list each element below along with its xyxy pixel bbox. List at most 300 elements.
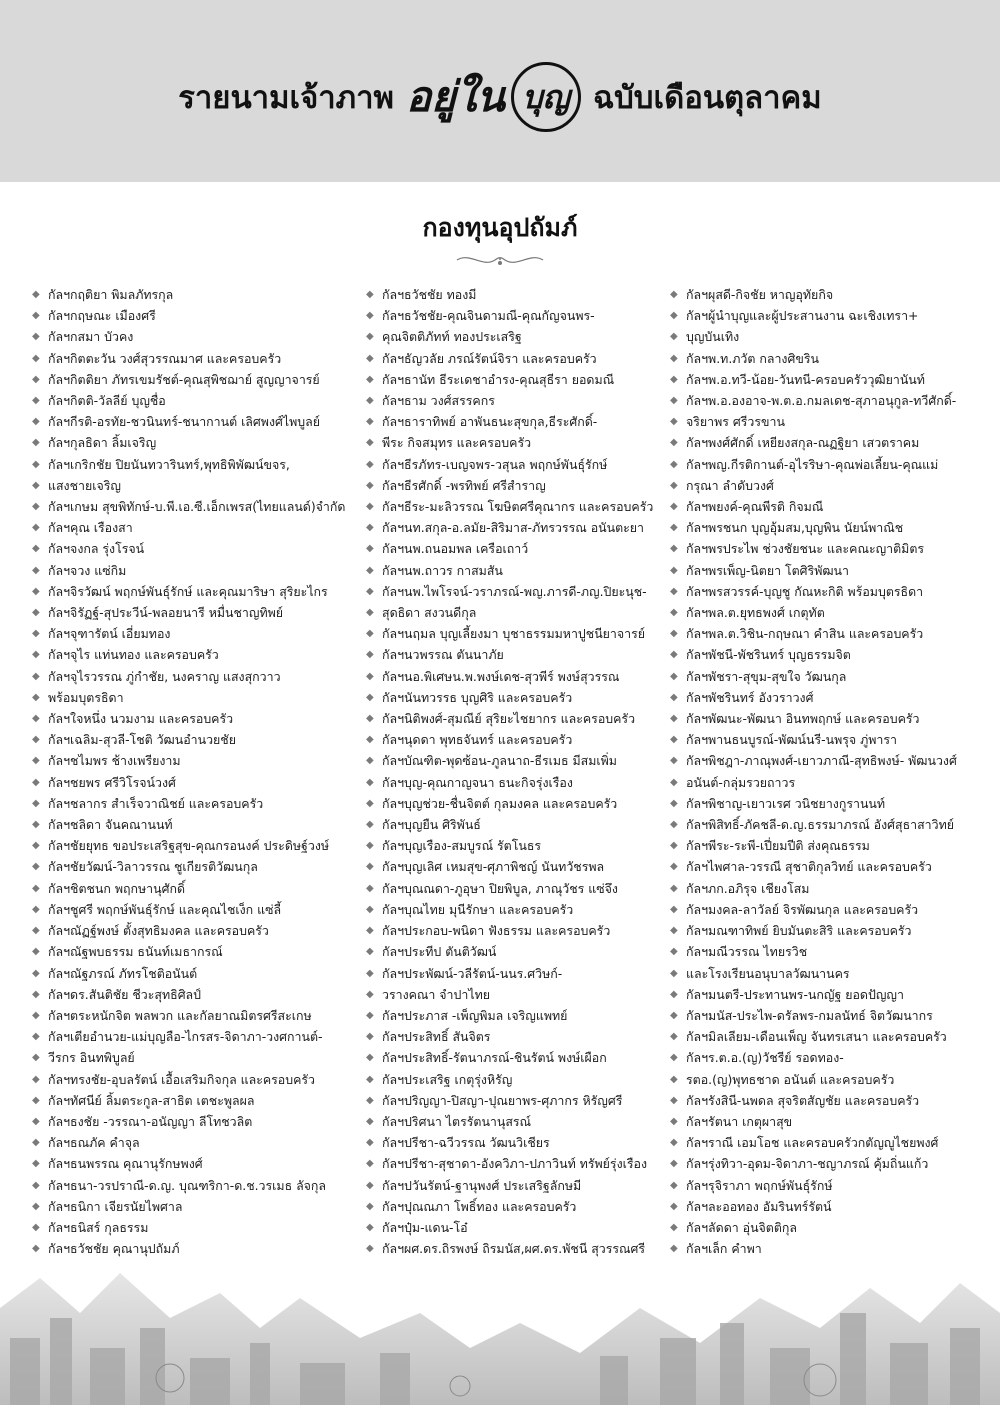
donor-entry bbox=[30, 517, 355, 538]
donor-entry bbox=[30, 814, 355, 835]
donor-entry bbox=[668, 1153, 978, 1174]
diamond-bullet-icon: ◆ bbox=[366, 628, 374, 640]
donor-entry bbox=[30, 1153, 355, 1174]
donor-entry bbox=[364, 284, 674, 305]
diamond-bullet-icon: ◆ bbox=[32, 352, 40, 364]
donor-entry bbox=[364, 348, 674, 369]
donor-entry bbox=[668, 708, 978, 729]
donor-name: กัลฯประสิทธิ์ สันจิตร bbox=[382, 1029, 491, 1045]
diamond-bullet-icon: ◆ bbox=[366, 1052, 374, 1064]
diamond-bullet-icon: ◆ bbox=[670, 1073, 678, 1085]
donor-entry bbox=[364, 814, 674, 835]
diamond-bullet-icon: ◆ bbox=[32, 713, 40, 725]
donor-name: กัลฯปรีชา-ฉวีวรรณ วัฒนวิเชียร bbox=[382, 1135, 550, 1151]
donor-name: กัลฯพงศ์ศักดิ์ เหยียงสกุล-ณฏฐิยา เสวตราคม bbox=[686, 435, 920, 451]
donor-entry bbox=[364, 1175, 674, 1196]
donor-name: กัลฯประทีป ตันติวัฒน์ bbox=[382, 944, 497, 960]
donor-entry bbox=[668, 1026, 978, 1047]
donor-entry bbox=[668, 1238, 978, 1259]
donor-entry bbox=[668, 369, 978, 390]
diamond-bullet-icon: ◆ bbox=[366, 861, 374, 873]
donor-entry bbox=[364, 708, 674, 729]
donor-name: กัลฯณัฐพบธรรม ธนันท์เมธากรณ์ bbox=[48, 944, 223, 960]
diamond-bullet-icon: ◆ bbox=[32, 967, 40, 979]
logo-circle-mark bbox=[511, 62, 581, 132]
diamond-bullet-icon: ◆ bbox=[32, 458, 40, 470]
diamond-bullet-icon: ◆ bbox=[366, 1200, 374, 1212]
diamond-bullet-icon: ◆ bbox=[366, 437, 374, 449]
donor-entry bbox=[364, 878, 674, 899]
diamond-bullet-icon: ◆ bbox=[670, 967, 678, 979]
diamond-bullet-icon: ◆ bbox=[366, 649, 374, 661]
donor-name: กัลฯปรีชา-สุชาดา-อังควิภา-ปภาวินท์ ทรัพย์รุ่งเรือง bbox=[382, 1156, 648, 1172]
donor-entry bbox=[364, 454, 674, 475]
donor-entry bbox=[30, 856, 355, 877]
diamond-bullet-icon: ◆ bbox=[366, 819, 374, 831]
donor-entry bbox=[30, 963, 355, 984]
donor-name: กัลฯมิลเลียม-เดือนเพ็ญ จันทรเสนา และครอบครัว bbox=[686, 1029, 947, 1045]
diamond-bullet-icon: ◆ bbox=[366, 501, 374, 513]
diamond-bullet-icon: ◆ bbox=[366, 903, 374, 915]
donor-entry bbox=[668, 941, 978, 962]
donor-entry bbox=[668, 454, 978, 475]
diamond-bullet-icon: ◆ bbox=[670, 479, 678, 491]
diamond-bullet-icon: ◆ bbox=[32, 903, 40, 915]
donor-entry bbox=[30, 941, 355, 962]
diamond-bullet-icon: ◆ bbox=[32, 437, 40, 449]
donor-entry bbox=[30, 920, 355, 941]
diamond-bullet-icon: ◆ bbox=[670, 395, 678, 407]
diamond-bullet-icon: ◆ bbox=[670, 691, 678, 703]
donor-name: กัลฯมณีวรรณ ไทยรวิช bbox=[686, 944, 808, 960]
diamond-bullet-icon: ◆ bbox=[366, 713, 374, 725]
donor-entry bbox=[668, 1047, 978, 1068]
donor-entry bbox=[364, 369, 674, 390]
diamond-bullet-icon: ◆ bbox=[32, 670, 40, 682]
donor-entry bbox=[364, 1005, 674, 1026]
donor-name: กัลฯธนิกา เจียรนัยไพศาล bbox=[48, 1198, 183, 1214]
donor-entry bbox=[30, 538, 355, 559]
diamond-bullet-icon: ◆ bbox=[366, 925, 374, 937]
donor-name: กัลฯชิตชนก พฤกษานุศักดิ์ bbox=[48, 880, 186, 896]
diamond-bullet-icon: ◆ bbox=[366, 585, 374, 597]
diamond-bullet-icon: ◆ bbox=[32, 734, 40, 746]
donor-entry bbox=[668, 1196, 978, 1217]
donor-entry bbox=[30, 560, 355, 581]
donor-entry bbox=[364, 411, 674, 432]
donor-name: กัลฯบุญเรือง-สมบูรณ์ รัตโนธร bbox=[382, 838, 542, 854]
donor-entry bbox=[30, 729, 355, 750]
donor-name: กัลฯดร.สันติชัย ชีวะสุทธิศิลป์ bbox=[48, 986, 202, 1002]
donor-name: คุณจิตติภัทท์ ทองประเสริฐ bbox=[382, 329, 522, 345]
diamond-bullet-icon: ◆ bbox=[32, 1031, 40, 1043]
donor-name: กัลฯผศ.ดร.ถิรพงษ์ ถิรมนัส,ผศ.ดร.พัชนี สุวรรณศรี bbox=[382, 1241, 646, 1257]
donor-name: กัลฯธีรศักดิ์ -พรทิพย์ ศรีสำราญ bbox=[382, 477, 546, 493]
donor-entry bbox=[30, 793, 355, 814]
donor-entry bbox=[668, 920, 978, 941]
donor-entry bbox=[364, 581, 674, 602]
donor-name: กัลฯปวันรัตน์-ฐานุพงศ์ ประเสริฐลักษมี bbox=[382, 1177, 582, 1193]
donor-entry bbox=[668, 984, 978, 1005]
diamond-bullet-icon: ◆ bbox=[32, 543, 40, 555]
donor-name: กัลฯประภาส -เพ็ญพิมล เจริญแพทย์ bbox=[382, 1007, 568, 1023]
diamond-bullet-icon: ◆ bbox=[32, 1073, 40, 1085]
donor-entry bbox=[30, 644, 355, 665]
donor-name: กัลฯพัชรินทร์ อังวราวงศ์ bbox=[686, 689, 814, 705]
donor-entry bbox=[668, 305, 978, 326]
donor-entry bbox=[30, 1090, 355, 1111]
donor-entry bbox=[364, 1217, 674, 1238]
donor-entry bbox=[668, 899, 978, 920]
diamond-bullet-icon: ◆ bbox=[366, 373, 374, 385]
diamond-bullet-icon: ◆ bbox=[366, 1243, 374, 1255]
diamond-bullet-icon: ◆ bbox=[366, 734, 374, 746]
diamond-bullet-icon: ◆ bbox=[670, 1221, 678, 1233]
donor-entry bbox=[668, 602, 978, 623]
donor-name: กัลฯนวพรรณ ตันนาภัย bbox=[382, 647, 504, 663]
donor-name: กัลฯชูศรี พฤกษ์พันธุ์รักษ์ และคุณไชเง็ก แซ่ลี้ bbox=[48, 901, 282, 917]
donor-entry bbox=[364, 623, 674, 644]
donor-name: กัลฯธาม วงศ์สรรคกร bbox=[382, 393, 495, 409]
donor-entry bbox=[30, 496, 355, 517]
donor-name: กัลฯกิตติ-วัลลีย์ บุญชื่อ bbox=[48, 393, 166, 409]
donor-entry bbox=[30, 581, 355, 602]
header-banner bbox=[0, 0, 1000, 182]
diamond-bullet-icon: ◆ bbox=[670, 1158, 678, 1170]
donor-name: กัลฯบุณณดา-ภูอุษา ปิยพิบูล, ภาณุวัชร แซ่จึง bbox=[382, 880, 618, 896]
donor-entry bbox=[668, 1175, 978, 1196]
diamond-bullet-icon: ◆ bbox=[670, 522, 678, 534]
diamond-bullet-icon: ◆ bbox=[670, 373, 678, 385]
donor-entry bbox=[364, 666, 674, 687]
diamond-bullet-icon: ◆ bbox=[32, 988, 40, 1000]
donor-entry bbox=[364, 772, 674, 793]
donor-name: กัลฯชยพร ศรีวิโรจน์วงศ์ bbox=[48, 774, 176, 790]
donor-name: กัลฯธาราทิพย์ อาพันธนะสุขกุล,ธีระศักดิ์- bbox=[382, 414, 598, 430]
donor-name: กัลฯรุ่งทิวา-อุดม-จิดาภา-ชญาภรณ์ คุ้มถิ่นแก้ว bbox=[686, 1156, 929, 1172]
diamond-bullet-icon: ◆ bbox=[32, 310, 40, 322]
donor-entry bbox=[668, 878, 978, 899]
donor-entry bbox=[668, 496, 978, 517]
donor-name: กัลฯกุลธิดา ลิ้มเจริญ bbox=[48, 435, 157, 451]
donor-entry bbox=[364, 920, 674, 941]
donor-entry bbox=[668, 348, 978, 369]
donor-entry bbox=[364, 856, 674, 877]
donor-name: กัลฯนฤมล บุญเลี้ยงมา บุชาธรรมมหาปูชนียาจารย์ bbox=[382, 626, 646, 642]
donor-name: กัลฯทรงชัย-อุบลรัตน์ เอื้อเสริมกิจกุล และครอบครัว bbox=[48, 1071, 315, 1087]
header-title-right: ฉบับเดือนตุลาคม bbox=[593, 80, 822, 116]
donor-name: กัลฯพัชนี-พัชรินทร์ บุญธรรมจิต bbox=[686, 647, 851, 663]
donor-name: กัลฯธีระ-มะลิวรรณ โฆษิตศรีคุณากร และครอบครัว bbox=[382, 499, 654, 515]
diamond-bullet-icon: ◆ bbox=[670, 585, 678, 597]
donor-entry bbox=[30, 432, 355, 453]
donor-name: กัลฯจุไร แท่นทอง และครอบครัว bbox=[48, 647, 219, 663]
donor-name: กัลฯร.ต.อ.(ญ)วัชรีย์ รอดทอง- bbox=[686, 1050, 844, 1066]
donor-name: กัลฯกีรติ-อรทัย-ชวนินทร์-ชนากานต์ เลิศพงศ์ไพบูลย์ bbox=[48, 414, 320, 430]
donor-name: รตอ.(ญ)พุทธชาด อนันต์ และครอบครัว bbox=[686, 1071, 895, 1087]
diamond-bullet-icon: ◆ bbox=[670, 734, 678, 746]
donor-entry bbox=[668, 729, 978, 750]
diamond-bullet-icon: ◆ bbox=[670, 1200, 678, 1212]
diamond-bullet-icon: ◆ bbox=[32, 1221, 40, 1233]
diamond-bullet-icon: ◆ bbox=[366, 352, 374, 364]
diamond-bullet-icon: ◆ bbox=[670, 713, 678, 725]
donor-name: กัลฯธวัชชัย คุณานุปถัมภ์ bbox=[48, 1241, 180, 1257]
donor-name: กัลฯมนัส-ประไพ-ดรัลพร-กมลนัทธ์ จิตวัฒนากร bbox=[686, 1007, 933, 1023]
donor-name: กัลฯใจหนึ่ง นวมงาม และครอบครัว bbox=[48, 711, 234, 727]
donor-name: กัลฯพยงค์-คุณพีรติ กิจมณี bbox=[686, 499, 824, 515]
diamond-bullet-icon: ◆ bbox=[32, 1094, 40, 1106]
diamond-bullet-icon: ◆ bbox=[670, 882, 678, 894]
diamond-bullet-icon: ◆ bbox=[670, 543, 678, 555]
diamond-bullet-icon: ◆ bbox=[670, 310, 678, 322]
diamond-bullet-icon: ◆ bbox=[32, 585, 40, 597]
donor-name: กัลฯบัณฑิต-พุดซ้อน-ภูลนาถ-ธีรเมธ มีสมเพิ่ม bbox=[382, 753, 617, 769]
donor-name: กัลฯเฉลิม-สุวลี-โชติ วัฒนอำนวยชัย bbox=[48, 732, 236, 748]
diamond-bullet-icon: ◆ bbox=[670, 776, 678, 788]
diamond-bullet-icon: ◆ bbox=[366, 564, 374, 576]
diamond-bullet-icon: ◆ bbox=[670, 1031, 678, 1043]
donor-entry bbox=[30, 1238, 355, 1259]
diamond-bullet-icon: ◆ bbox=[366, 840, 374, 852]
donor-name: กัลฯพ.ท.ภวัต กลางศิขริน bbox=[686, 350, 819, 366]
donor-name: กัลฯรุจิราภา พฤกษ์พันธุ์รักษ์ bbox=[686, 1177, 833, 1193]
donor-entry bbox=[668, 1132, 978, 1153]
diamond-bullet-icon: ◆ bbox=[366, 607, 374, 619]
donor-name: กัลฯกิตติยา ภัทรเขมรัชต์-คุณสุพิชฌาย์ สูญญาจารย์ bbox=[48, 371, 320, 387]
donor-entry bbox=[364, 517, 674, 538]
donor-entry bbox=[364, 984, 674, 1005]
donor-name: กัลฯพรประไพ ช่วงชัยชนะ และคณะญาติมิตร bbox=[686, 541, 925, 557]
diamond-bullet-icon: ◆ bbox=[366, 1009, 374, 1021]
diamond-bullet-icon: ◆ bbox=[32, 1115, 40, 1127]
diamond-bullet-icon: ◆ bbox=[32, 649, 40, 661]
donor-entry bbox=[30, 1132, 355, 1153]
donor-name: กัลฯปริญญา-ปิสญา-ปุณยาพร-ศุภากร หิรัญศรี bbox=[382, 1092, 623, 1108]
diamond-bullet-icon: ◆ bbox=[670, 1052, 678, 1064]
donor-entry bbox=[668, 644, 978, 665]
donor-name: กัลฯชลากร สำเร็จวาณิชย์ และครอบครัว bbox=[48, 795, 264, 811]
donor-name: กัลฯปุ๋ม-แดน-โอ๋ bbox=[382, 1219, 468, 1235]
donor-entry bbox=[30, 454, 355, 475]
magazine-logo bbox=[406, 62, 581, 132]
donor-entry bbox=[668, 432, 978, 453]
crystal-city-decoration bbox=[0, 1268, 1000, 1405]
donor-entry bbox=[30, 1111, 355, 1132]
donor-name: กัลฯชัยวัฒน์-วิลาวรรณ ชูเกียรติวัฒนกุล bbox=[48, 859, 258, 875]
donor-name: กัลฯพรเพ็ญ-นิตยา โตศิริพัฒนา bbox=[686, 562, 849, 578]
donor-name: กัลฯธนิสร์ กุลธรรม bbox=[48, 1219, 149, 1235]
donor-entry bbox=[364, 899, 674, 920]
donor-name: พีระ กิจสมุทร และครอบครัว bbox=[382, 435, 532, 451]
donor-entry bbox=[668, 390, 978, 411]
donor-name: กัลฯกสมา บัวคง bbox=[48, 329, 134, 345]
diamond-bullet-icon: ◆ bbox=[366, 310, 374, 322]
donor-entry bbox=[668, 411, 978, 432]
donor-name: กัลฯพิสิทธิ์-ภัคชลี-ด.ญ.ธรรมาภรณ์ อังศ์สุธาสาวิทย์ bbox=[686, 817, 954, 833]
diamond-bullet-icon: ◆ bbox=[670, 628, 678, 640]
donor-entry bbox=[364, 963, 674, 984]
donor-name: กัลฯนพ.ถนอมพล เครือเถาว์ bbox=[382, 541, 529, 557]
donor-name: กรุณา ลำดับวงศ์ bbox=[686, 477, 774, 493]
diamond-bullet-icon: ◆ bbox=[366, 1115, 374, 1127]
donor-entry bbox=[668, 1005, 978, 1026]
donor-entry bbox=[364, 538, 674, 559]
donor-entry bbox=[30, 1026, 355, 1047]
logo-circle-text: บุญ bbox=[522, 77, 570, 116]
logo-text: อยู่ใน bbox=[405, 72, 506, 121]
diamond-bullet-icon: ◆ bbox=[366, 988, 374, 1000]
section-title: กองทุนอุปถัมภ์ bbox=[422, 213, 578, 242]
diamond-bullet-icon: ◆ bbox=[366, 755, 374, 767]
diamond-bullet-icon: ◆ bbox=[670, 925, 678, 937]
donor-name: กัลฯนุดดา พุทธจันทร์ และครอบครัว bbox=[382, 732, 573, 748]
diamond-bullet-icon: ◆ bbox=[32, 564, 40, 576]
donor-name: กัลฯพล.ต.ยุทธพงศ์ เกตุทัต bbox=[686, 605, 825, 621]
donor-name: กัลฯธณภัค คำจุล bbox=[48, 1135, 140, 1151]
donor-name: กัลฯพัฒนะ-พัฒนา อินทพฤกษ์ และครอบครัว bbox=[686, 711, 920, 727]
donor-entry bbox=[668, 835, 978, 856]
diamond-bullet-icon: ◆ bbox=[32, 331, 40, 343]
donor-name: จริยาพร ศรีวรขาน bbox=[686, 414, 785, 430]
diamond-bullet-icon: ◆ bbox=[670, 946, 678, 958]
donor-name: กัลฯพัชรา-สุขุม-สุขใจ วัฒนกุล bbox=[686, 668, 847, 684]
donor-entry bbox=[668, 284, 978, 305]
donor-name: กัลฯผู้นำบุญและผู้ประสานงาน ฉะเชิงเทรา+ bbox=[686, 308, 919, 324]
donor-entry bbox=[364, 750, 674, 771]
diamond-bullet-icon: ◆ bbox=[32, 1243, 40, 1255]
donor-name: กัลฯพญ.กีรติกานต์-อุไรริษา-คุณพ่อเลี้ยน-คุณแม่ bbox=[686, 456, 939, 472]
donor-entry bbox=[364, 1090, 674, 1111]
diamond-bullet-icon: ◆ bbox=[32, 501, 40, 513]
donor-name: กัลฯพล.ต.วิชิน-กฤษณา คำสิน และครอบครัว bbox=[686, 626, 924, 642]
diamond-bullet-icon: ◆ bbox=[32, 797, 40, 809]
diamond-bullet-icon: ◆ bbox=[366, 289, 374, 300]
diamond-bullet-icon: ◆ bbox=[670, 289, 678, 300]
donor-entry bbox=[30, 899, 355, 920]
diamond-bullet-icon: ◆ bbox=[366, 691, 374, 703]
diamond-bullet-icon: ◆ bbox=[32, 416, 40, 428]
donor-name: กัลฯกฤษณะ เมืองศรี bbox=[48, 308, 156, 324]
donor-entry bbox=[364, 1196, 674, 1217]
donor-entry bbox=[668, 750, 978, 771]
diamond-bullet-icon: ◆ bbox=[670, 607, 678, 619]
donor-name: กัลฯนันทวรรธ บุญศิริ และครอบครัว bbox=[382, 689, 573, 705]
diamond-bullet-icon: ◆ bbox=[32, 776, 40, 788]
donor-entry bbox=[30, 1005, 355, 1026]
diamond-bullet-icon: ◆ bbox=[366, 522, 374, 534]
donor-name: แสงชายเจริญ bbox=[48, 477, 121, 493]
donor-name: กัลฯจวง แซ่กิม bbox=[48, 562, 127, 578]
donor-entry bbox=[668, 814, 978, 835]
donor-name: กัลฯปริศนา ไตรรัตนานุสรณ์ bbox=[382, 1113, 532, 1129]
donor-entry bbox=[668, 687, 978, 708]
donor-entry bbox=[30, 687, 355, 708]
diamond-bullet-icon: ◆ bbox=[32, 1179, 40, 1191]
diamond-bullet-icon: ◆ bbox=[366, 776, 374, 788]
donor-name: กัลฯจุฑารัตน์ เอี่ยมทอง bbox=[48, 626, 171, 642]
donor-entry bbox=[30, 602, 355, 623]
donor-name: กัลฯพานธนบูรณ์-พัฒน์นรี-นพรุจ ภู่พารา bbox=[686, 732, 897, 748]
diamond-bullet-icon: ◆ bbox=[32, 1200, 40, 1212]
donor-name: กัลฯนพ.ไพโรจน์-วราภรณ์-พญ.ภารดี-ภญ.ปิยะนุช- bbox=[382, 583, 647, 599]
diamond-bullet-icon: ◆ bbox=[32, 373, 40, 385]
diamond-bullet-icon: ◆ bbox=[32, 925, 40, 937]
donor-name: กัลฯชลิดา จันคณานนท์ bbox=[48, 817, 173, 833]
donor-name: กัลฯประพัฒน์-วลีรัตน์-นนร.ศวิษก์- bbox=[382, 965, 563, 981]
diamond-bullet-icon: ◆ bbox=[670, 501, 678, 513]
donor-name: กัลฯพ.อ.องอาจ-พ.ต.อ.กมลเดช-สุภาอนุกูล-ทวีศักดิ์- bbox=[686, 393, 957, 409]
donor-name: กัลฯบุญช่วย-ชื่นจิตต์ กุลมงคล และครอบครัว bbox=[382, 795, 618, 811]
donor-name: กัลฯจิรวัฒน์ พฤกษ์พันธุ์รักษ์ และคุณมาริษา สุริยะไกร bbox=[48, 583, 328, 599]
diamond-bullet-icon: ◆ bbox=[366, 882, 374, 894]
donor-entry bbox=[364, 475, 674, 496]
diamond-bullet-icon: ◆ bbox=[32, 1158, 40, 1170]
diamond-bullet-icon: ◆ bbox=[670, 755, 678, 767]
donor-name: กัลฯพรสวรรค์-บุญชู กัณหะกิติ พร้อมบุตรธิดา bbox=[686, 583, 924, 599]
donor-entry bbox=[668, 793, 978, 814]
donor-entry bbox=[30, 326, 355, 347]
donor-name: สุดธิดา สงวนดีกุล bbox=[382, 605, 477, 621]
diamond-bullet-icon: ◆ bbox=[670, 437, 678, 449]
donor-entry bbox=[668, 666, 978, 687]
diamond-bullet-icon: ◆ bbox=[670, 352, 678, 364]
donor-name: และโรงเรียนอนุบาลวัฒนานคร bbox=[686, 965, 850, 981]
diamond-bullet-icon: ◆ bbox=[670, 564, 678, 576]
diamond-bullet-icon: ◆ bbox=[366, 416, 374, 428]
donor-name: กัลฯพ.อ.ทวี-น้อย-วันทนี-ครอบครัววุฒิยานันท์ bbox=[686, 371, 925, 387]
donor-name: กัลฯนท.สกุล-อ.ลมัย-สิริมาส-ภัทรวรรณ อนันตะยา bbox=[382, 520, 645, 536]
diamond-bullet-icon: ◆ bbox=[366, 395, 374, 407]
diamond-bullet-icon: ◆ bbox=[32, 479, 40, 491]
donor-name: กัลฯกิตตะวัน วงศ์สุวรรณมาศ และครอบครัว bbox=[48, 350, 282, 366]
diamond-bullet-icon: ◆ bbox=[670, 331, 678, 343]
diamond-bullet-icon: ◆ bbox=[366, 670, 374, 682]
donor-entry bbox=[364, 602, 674, 623]
diamond-bullet-icon: ◆ bbox=[32, 691, 40, 703]
donor-entry bbox=[30, 772, 355, 793]
diamond-bullet-icon: ◆ bbox=[366, 1221, 374, 1233]
donor-entry bbox=[668, 581, 978, 602]
donor-entry bbox=[30, 1196, 355, 1217]
donor-entry bbox=[668, 326, 978, 347]
donor-name: กัลฯมณฑาทิพย์ ยิบมันตะสิริ และครอบครัว bbox=[686, 923, 912, 939]
donor-name: วีรกร อินทพิบูลย์ bbox=[48, 1050, 135, 1066]
donor-name: กัลฯธงชัย -วรรณา-อนัญญา ลีโทชวลิต bbox=[48, 1113, 253, 1129]
donor-name: กัลฯพิชาญ-เยาวเรศ วนิชยางกูรานนท์ bbox=[686, 795, 886, 811]
donor-name: กัลฯธวัชชัย ทองมี bbox=[382, 287, 477, 302]
donor-column-3 bbox=[668, 284, 978, 1259]
donor-entry bbox=[30, 750, 355, 771]
donor-entry bbox=[364, 644, 674, 665]
donor-name: กัลฯปุณณภา โพธิ์ทอง และครอบครัว bbox=[382, 1198, 577, 1214]
donor-name: กัลฯมงคล-ลาวัลย์ จิรพัฒนกุล และครอบครัว bbox=[686, 901, 919, 917]
diamond-bullet-icon: ◆ bbox=[32, 1052, 40, 1064]
donor-entry bbox=[668, 856, 978, 877]
donor-entry bbox=[668, 963, 978, 984]
donor-name: กัลฯธนพรรณ คุณานุรักษพงศ์ bbox=[48, 1156, 203, 1172]
donor-entry bbox=[364, 390, 674, 411]
donor-entry bbox=[364, 1069, 674, 1090]
donor-name: กัลฯธวัชชัย-คุณจินดามณี-คุณกัญจนพร- bbox=[382, 308, 595, 324]
diamond-bullet-icon: ◆ bbox=[670, 1115, 678, 1127]
diamond-bullet-icon: ◆ bbox=[670, 416, 678, 428]
diamond-bullet-icon: ◆ bbox=[670, 1094, 678, 1106]
donor-entry bbox=[668, 1217, 978, 1238]
donor-entry bbox=[30, 835, 355, 856]
donor-entry bbox=[30, 623, 355, 644]
diamond-bullet-icon: ◆ bbox=[366, 967, 374, 979]
